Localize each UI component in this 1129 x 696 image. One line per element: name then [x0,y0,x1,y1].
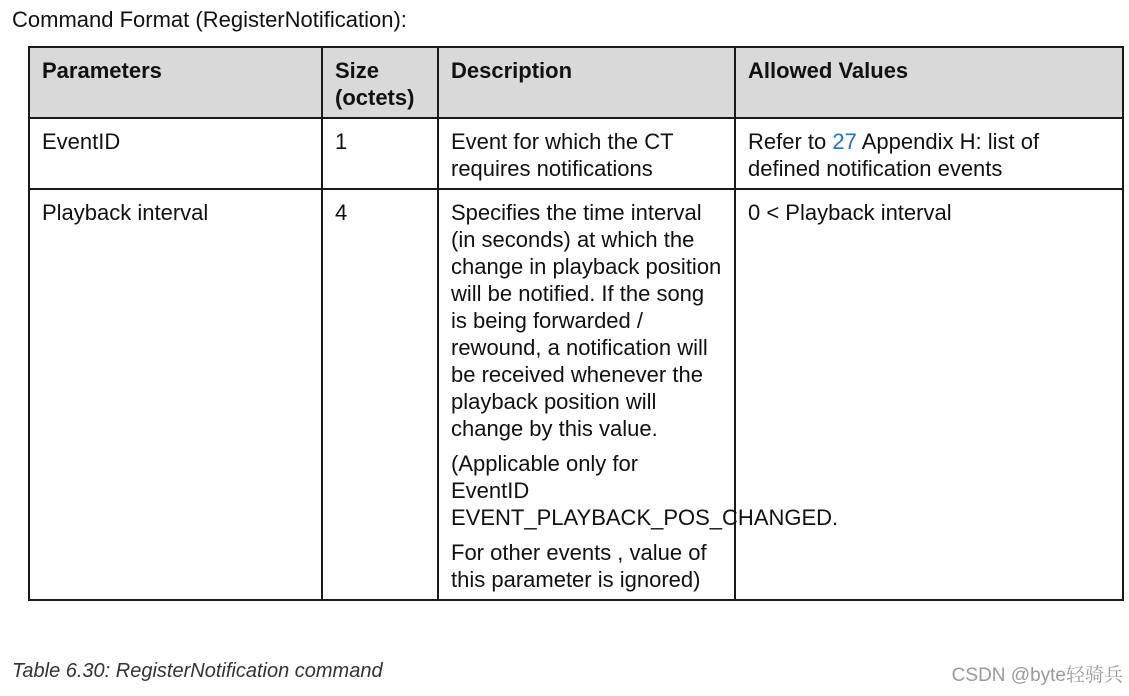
cell-parameter: EventID [29,118,322,189]
header-parameters: Parameters [29,47,322,118]
table-row-playback-interval [29,189,1123,600]
table-header-row [29,47,1123,118]
reference-link[interactable]: 27 [832,129,857,154]
cell-size: 4 [322,189,438,600]
description-paragraph: Specifies the time interval (in seconds) at which the change in playback position will be notified. If the song is being forwarded / rewound, a notification will be received whenever the playback position will change by this value. [451,200,722,441]
cell-description [438,118,735,189]
allowed-suffix-text: Appendix H: list of defined notification events [748,129,1040,181]
header-description: Description [438,47,735,118]
header-allowed-values: Allowed Values [735,47,1123,118]
description-paragraph: (Applicable only for EventID EVENT_PLAYBACK_POS_CHANGED. [451,451,839,530]
register-notification-table [28,46,1124,601]
table-caption: Table 6.30: RegisterNotification command [12,660,383,682]
description-paragraph: For other events , value of this parameter is ignored) [451,540,707,592]
cell-parameter: Playback interval [29,189,322,600]
description-paragraph: Event for which the CT requires notifications [451,129,674,181]
table-row-eventid [29,118,1123,189]
cell-size: 1 [322,118,438,189]
header-size-line2: (octets) [335,85,415,110]
cell-allowed-values [735,118,1123,189]
cell-allowed-values: 0 < Playback interval [735,189,1123,600]
allowed-prefix-text: Refer to [748,129,833,154]
watermark: CSDN @byte轻骑兵 [951,665,1123,686]
header-size-line1: Size [335,58,380,83]
cell-description [438,189,839,600]
page-heading: Command Format (RegisterNotification): [12,7,407,32]
header-size [322,47,438,118]
